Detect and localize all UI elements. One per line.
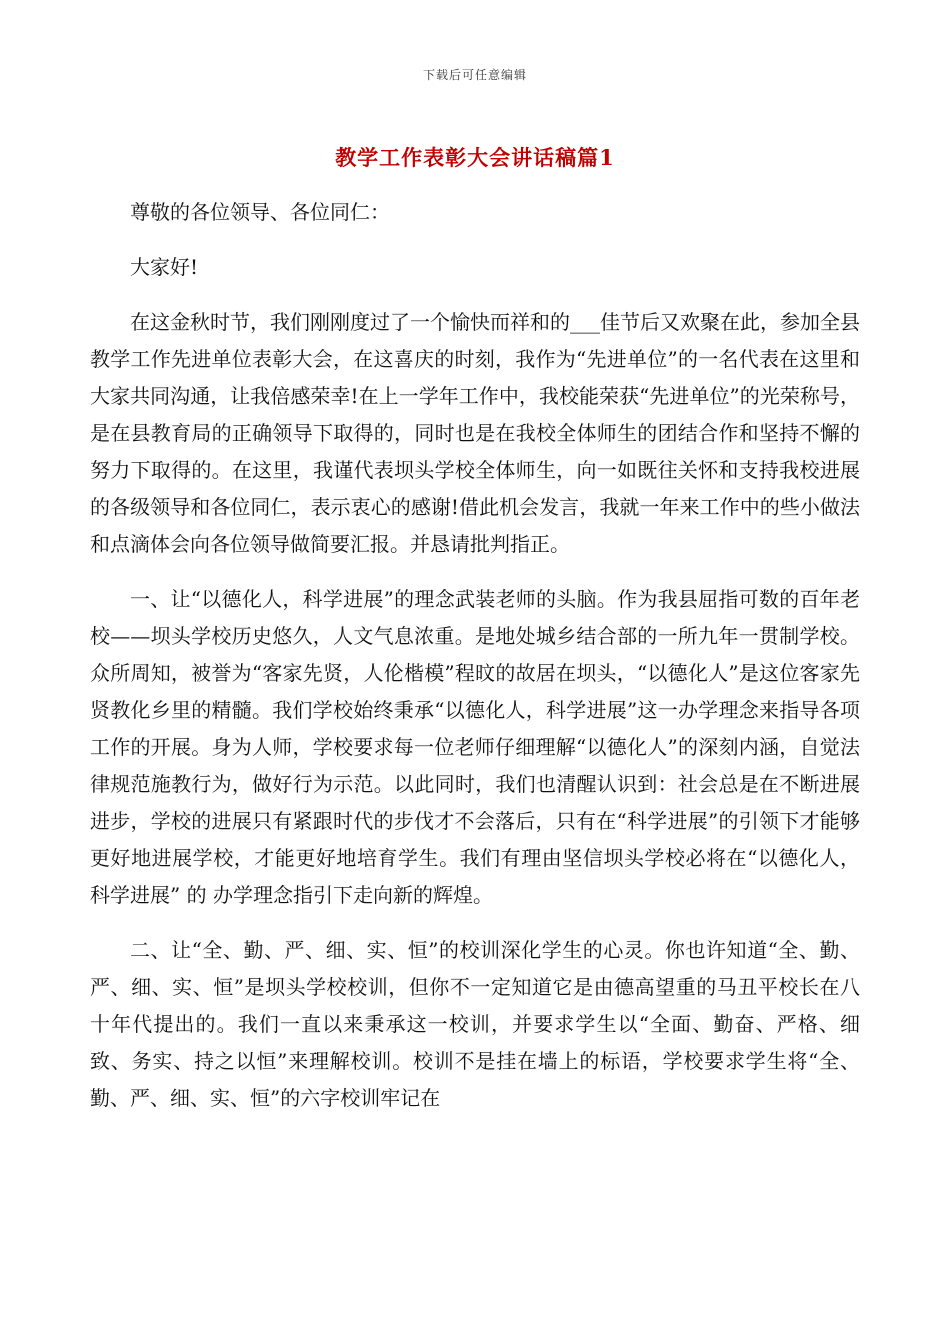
header-note: 下载后可任意编辑 bbox=[422, 68, 527, 82]
paragraph-intro: 在这金秋时节，我们刚刚度过了一个愉快而祥和的___佳节后又欢聚在此，参加全县教学工作先进单位表彰大会，在这喜庆的时刻，我作为“先进单位”的一名代表在这里和大家共同沟通，让我倍感荣幸!在上一学年工作中，我校能荣获“先进单位”的光荣称号，是在县教育局的正确领导下取得的，同时也是在我校全体师生的团结合作和坚持不懈的努力下取得的。在这里，我谨代表坝头学校全体师生，向一如既往关怀和支持我校进展的各级领导和各位同仁，表示衷心的感谢!借此机会发言，我就一年来工作中的些小做法和点滴体会向各位领导做简要汇报。并恳请批判指正。 bbox=[90, 310, 860, 556]
document-body bbox=[90, 176, 860, 1117]
paragraph-section-2: 二、让“全、勤、严、细、实、恒”的校训深化学生的心灵。你也许知道“全、勤、严、细、实、恒”是坝头学校校训，但你不一定知道它是由德高望重的马丑平校长在八十年代提出的。我们一直以来秉承这一校训，并要求学生以“全面、勤奋、严格、细致、务实、持之以恒”来理解校训。校训不是挂在墙上的标语，学校要求学生将“全、勤、严、细、实、恒”的六字校训牢记在 bbox=[90, 938, 860, 1110]
document-title: 教学工作表彰大会讲话稿篇1 bbox=[335, 145, 615, 170]
greeting: 大家好! bbox=[130, 255, 199, 279]
salutation: 尊敬的各位领导、各位同仁： bbox=[130, 200, 390, 224]
paragraph-section-1: 一、让“以德化人，科学进展”的理念武装老师的头脑。作为我县屈指可数的百年老校——坝头学校历史悠久，人文气息浓重。是地处城乡结合部的一所九年一贯制学校。众所周知，被誉为“客家先贤，人伦楷模”程旼的故居在坝头，“以德化人”是这位客家先贤教化乡里的精髓。我们学校始终秉承“以德化人，科学进展”这一办学理念来指导各项工作的开展。身为人师，学校要求每一位老师仔细理解“以德化人”的深刻内涵，自觉法律规范施教行为，做好行为示范。以此同时，我们也清醒认识到：社会总是在不断进展进步，学校的进展只有紧跟时代的步伐才不会落后，只有在“科学进展”的引领下才能够更好地进展学校，才能更好地培育学生。我们有理由坚信坝头学校必将在“以德化人，科学进展” 的 办学理念指引下走向新的辉煌。 bbox=[90, 587, 860, 907]
